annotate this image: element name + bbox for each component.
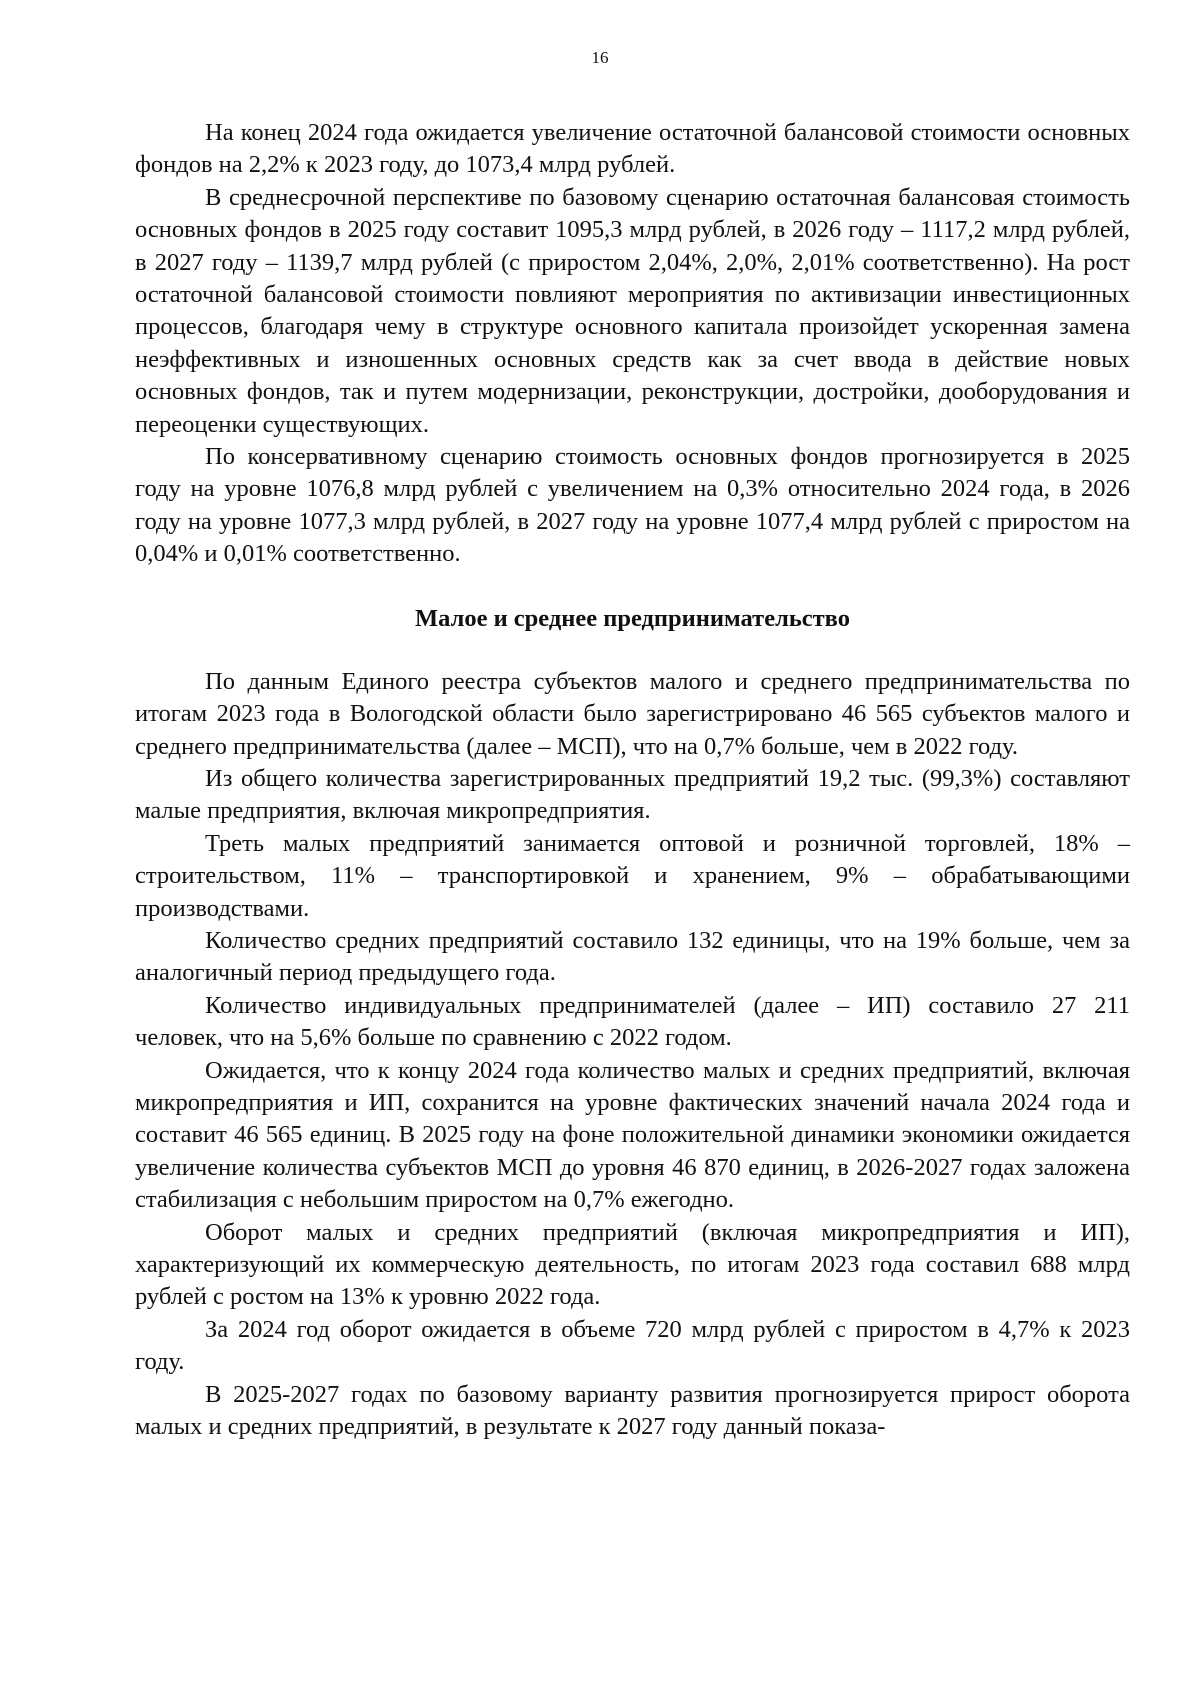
paragraph-forecast-count: Ожидается, что к концу 2024 года количество малых и средних предприятий, включая микропредприятия и ИП, сохранится на уровне фактических значений начала 2024 года и составит 46 565 единиц. В 2025 году на фоне положительной динамики экономики ожидается увеличение количества субъектов МСП до уровня 46 870 единиц, в 2026-2027 годах заложена стабилизация с небольшим приростом на 0,7% ежегодно. — [135, 1056, 1130, 1214]
paragraph-forecast-turnover: В 2025-2027 годах по базовому варианту развития прогнозируется прирост оборота малых и средних предприятий, в результате к 2027 году данный показа- — [135, 1380, 1130, 1441]
paragraph-registry: По данным Единого реестра субъектов малого и среднего предпринимательства по итогам 2023 года в Вологодской области было зарегистрировано 46 565 субъектов малого и среднего предпринимательства (далее – МСП), что на 0,7% больше, чем в 2022 году. — [135, 667, 1130, 760]
paragraph-fixed-assets-2024: На конец 2024 года ожидается увеличение остаточной балансовой стоимости основных фондов на 2,2% к 2023 году, до 1073,4 млрд рублей. — [135, 119, 1130, 179]
paragraph-medium-enterprises: Количество средних предприятий составило 132 единицы, что на 19% больше, чем за аналогичный период предыдущего года. — [135, 926, 1130, 987]
page-number: 16 — [591, 48, 609, 67]
paragraph-industries: Треть малых предприятий занимается оптовой и розничной торговлей, 18% – строительством, 11% – транспортировкой и хранением, 9% – обрабатывающими производствами. — [135, 829, 1130, 922]
paragraph-base-scenario: В среднесрочной перспективе по базовому сценарию остаточная балансовая стоимость основных фондов в 2025 году составит 1095,3 млрд рублей, в 2026 году – 1117,2 млрд рублей, в 2027 году – 1139,7 млрд рублей (с приростом 2,04%, 2,0%, 2,01% соответственно). На рост остаточной балансовой стоимости повлияют мероприятия по активизации инвестиционных процессов, благодаря чему в структуре основного капитала произойдет ускоренная замена неэффективных и изношенных основных средств как за счет ввода в действие новых основных фондов, так и путем модернизации, реконструкции, достройки, дооборудования и переоценки существующих. — [135, 183, 1130, 438]
paragraph-conservative-scenario: По консервативному сценарию стоимость основных фондов прогнозируется в 2025 году на уровне 1076,8 млрд рублей с увеличением на 0,3% относительно 2024 года, в 2026 году на уровне 1077,3 млрд рублей, в 2027 году на уровне 1077,4 млрд рублей с приростом на 0,04% и 0,01% соответственно. — [135, 443, 1130, 568]
paragraph-turnover-2024: За 2024 год оборот ожидается в объеме 720 млрд рублей с приростом в 4,7% к 2023 году. — [135, 1315, 1130, 1376]
section-heading: Малое и среднее предпринимательство — [414, 604, 850, 632]
paragraph-small-enterprises: Из общего количества зарегистрированных предприятий 19,2 тыс. (99,3%) составляют малые предприятия, включая микропредприятия. — [135, 764, 1130, 825]
paragraph-entrepreneurs: Количество индивидуальных предпринимателей (далее – ИП) составило 27 211 человек, что на 5,6% больше по сравнению с 2022 годом. — [135, 991, 1130, 1052]
paragraph-turnover-2023: Оборот малых и средних предприятий (включая микропредприятия и ИП), характеризующий их коммерческую деятельность, по итогам 2023 года составил 688 млрд рублей с ростом на 13% к уровню 2022 года. — [135, 1218, 1130, 1311]
document-body — [135, 117, 1130, 1443]
